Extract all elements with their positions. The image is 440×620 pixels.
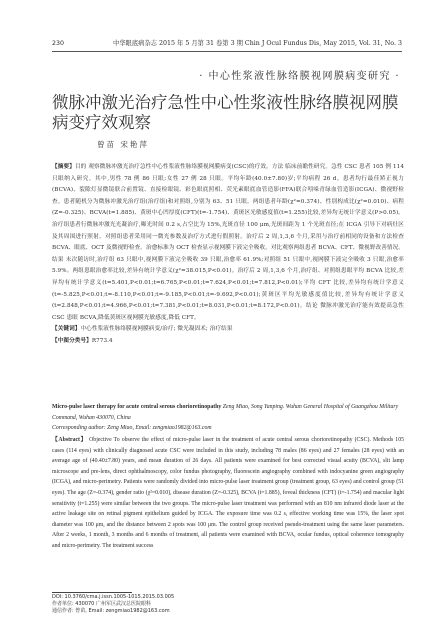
footnote-author: 通信作者: 曾苗, Email: zengmiao1982@163.com <box>52 608 170 614</box>
article-title: 微脉冲激光治疗急性中心性浆液性脉络膜视网膜病变疗效观察 <box>52 93 399 132</box>
abstract-label: 【摘要】 <box>52 164 75 170</box>
english-title: Micro-pulse laser therapy for acute central serous chorioretinopathy <box>52 404 222 410</box>
footnotes <box>52 594 404 615</box>
abstract-text: 目的 观察微脉冲激光治疗急性中心性浆液性脉络膜视网膜病变(CSC)的疗效。方法 临床前瞻性研究。急性 CSC 患者 105 例 114 只眼纳入研究。其中,男性 78 例 86 只眼;女性 27 例 28 只眼。平均年龄(40.0±7.80)岁;平均病程 26 d。患者均行最佳矫正视力(BCVA)、裂隙灯显微镜联合前置镜、直接检眼镜、彩色眼底照相、荧光素眼底血管造影(FFA)联合吲哚青绿血管造影(ICGA)、微视野检查。患者随机分为微脉冲激光治疗组(治疗组)和对照组,分别为 63、51 只眼。两组患者年龄(χ²=0.374)、性别构成比(χ²=0.010)、病程(Z=-0.325)、BCVA(t=1.885)、黄斑中心凹厚度(CFT)(t=-1.754)、黄斑区光敏感度值(t=1.255)比较,差异均无统计学意义(P>0.05)。治疗组患者行微脉冲激光光凝治疗,曝光时间 0.2 s,占空比为 15%,光斑直径 100 μm,光斑间距为 1 个光斑直径;在 ICGA 引导下对病灶区及其周围进行照射。对照组患者采用同一微光参数及治疗方式进行假照射。治疗后 2 周,1,3,6 个月,采用与治疗前相同的设备和方法检查 BCVA、眼底、OCT 及微视野检查。治愈标准为 OCT 检查显示视网膜下液完全吸收。对比观察两组患者 BCVA、CFT、微视野改善情况。结果 末次随访时,治疗组 63 只眼中,视网膜下液完全吸收 39 只眼,治愈率 61.9%;对照组 51 只眼中,视网膜下液完全吸收 3 只眼,治愈率 5.9%。两组患眼治愈率比较,差异有统计学意义(χ²=38.015,P<0.01)。治疗后 2 周,1,3,6 个月,治疗组、对照组患眼平均 BCVA 比较,差异均有统计学意义(t=5.401,P<0.01;t=6.765,P<0.01;t=7.624,P<0.01;t=7.812,P<0.01);平均 CFT 比较,差异均有统计学意义(t=-5.825,P<0.01;t=-8.110,P<0.01;t=-9.185,P<0.01;t=-9.692,P<0.01);黄斑区平均光敏感度值比较,差异均有统计学意义(t=2.848,P<0.01;t=4.966,P<0.01;t=7.381,P<0.01;t=8.031,P<0.01;t=8.172,P<0.01)。结论 微脉冲激光治疗能有效提高急性 CSC 患眼 BCVA,降低黄斑区视网膜光敏感度,降低 CFT。 <box>52 164 404 321</box>
journal-citation: 中华眼底病杂志 2015 年 5 月第 31 卷第 3 期 Chin J Ocul Fundus Dis, May 2015, Vol. 31, No. 3 <box>112 40 402 47</box>
english-authors: Zeng Miao, Song Yanping. <box>222 404 285 410</box>
footnote-doi: DOI: 10.3760/cma.j.issn.1005-1015.2015.03.005 <box>52 594 175 600</box>
english-abstract-text: Objective To observe the effect of micro-pulse laser in the treatment of acute central serous chorioretinopathy (CSC). Methods 105 cases (114 eyes) with clinically diagnosed acute CSC were included in this study, including 78 males (86 eyes) and 27 females (28 eyes) with an average age of (40.40±7.80) years, and mean duration of 26 days. All patients were examined for best corrected visual acuity (BCVA), slit lamp microscope and pre-lens, direct ophthalmoscopy, color fundus photography, fluorescein angiography combined with indocyanine green angiography (ICGA), and micro-perimetry. Patients were randomly divided into micro-pulse laser treatment group (treatment group, 63 eyes) and control group (51 eyes). The age (Z=-0.374), gender ratio (χ²=0.010), disease duration (Z=-0.325), BCVA (t=1.885), foveal thickness (CFT) (t=-1.754) and macular light sensitivity (t=1.255) were similar between the two groups. The micro-pulse laser treatment was performed with an 810 nm infrared diode laser at the active leakage site on retinal pigment epithelium guided by ICGA. The exposure time was 0.2 s, effective working time was 15%, the laser spot diameter was 100 μm, and the distance between 2 spots was 100 μm. The control group received pseudo-treatment using the same laser parameters. After 2 weeks, 1 month, 3 months and 6 months of treatment, all patients were examined with BCVA, ocular fundus, optical coherence tomography and micro-perimetry. The treatment success <box>52 437 405 549</box>
classification-label: 【中图分类号】 <box>52 337 92 344</box>
english-abstract-label: 【Abstract】 <box>52 437 88 443</box>
keywords-line <box>52 324 404 336</box>
section-tag: · 中心性浆液性脉络膜视网膜病变研究 · <box>199 71 400 82</box>
header-rule <box>52 51 402 52</box>
abstract-paragraph <box>52 162 404 324</box>
footnote-affiliation: 作者单位: 430070 广州军区武汉总医院眼科 <box>52 601 151 607</box>
keywords-label: 【关键词】 <box>52 326 81 333</box>
classification-line <box>52 336 404 348</box>
english-title-block <box>52 402 404 434</box>
keywords-text: 中心性浆液性脉络膜视网膜病变/治疗; 微光凝固术; 治疗结果 <box>80 326 233 333</box>
footnote-rule <box>52 592 132 593</box>
english-abstract-paragraph <box>52 435 404 552</box>
article-authors: 曾苗 宋艳萍 <box>97 140 149 149</box>
page-number: 230 <box>52 40 65 47</box>
classification-code: R773.4 <box>91 337 113 344</box>
english-affiliation: Wuhan General Hospital of Guangzhou Military Command, Wuhan 430070, China <box>52 404 399 421</box>
chinese-abstract <box>52 162 404 348</box>
running-header <box>52 37 402 51</box>
corresponding-author: Corresponding author: Zeng Miao, Email: zengmiao1982@163.com <box>52 425 212 432</box>
english-abstract <box>52 435 404 552</box>
